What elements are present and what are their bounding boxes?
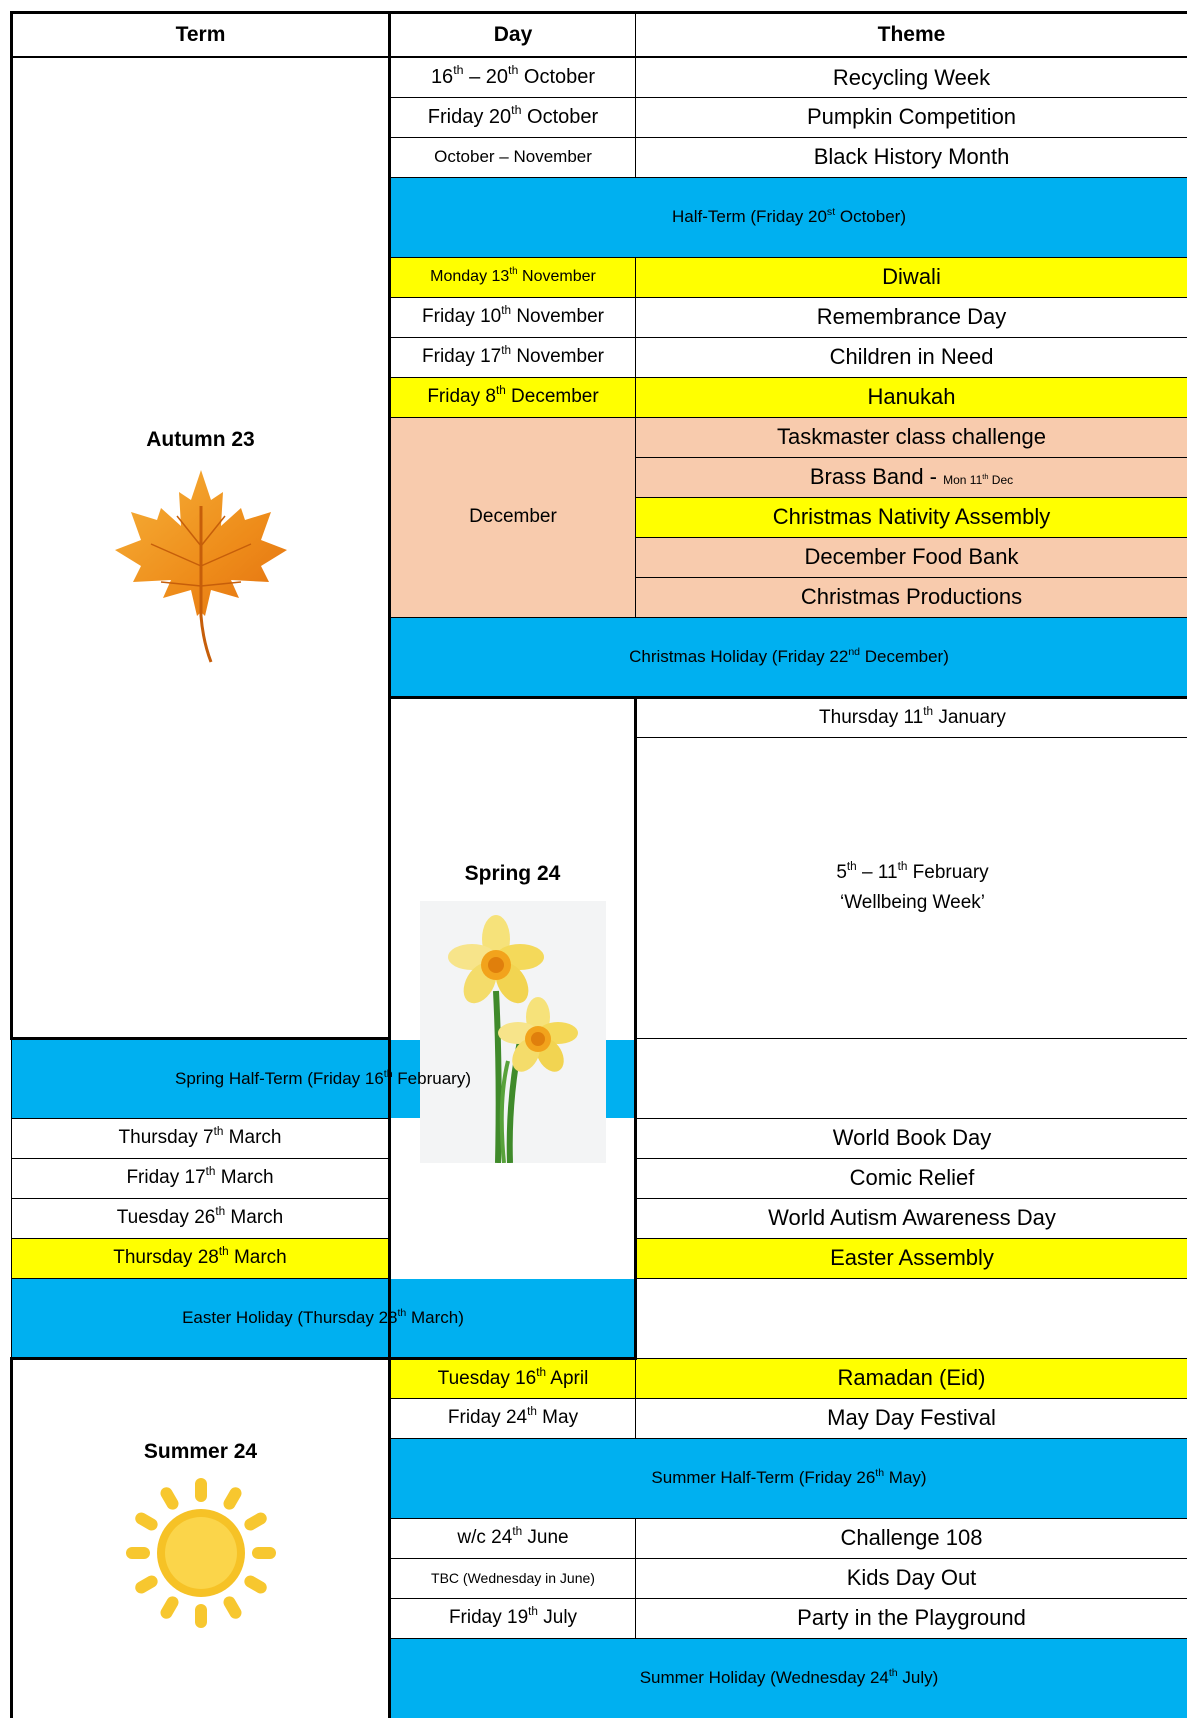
theme-cell: Children in Need [636, 337, 1187, 377]
theme-cell: December Food Bank [636, 537, 1187, 577]
theme-cell: Pumpkin Competition [636, 97, 1187, 137]
events-calendar-table [10, 11, 1187, 1718]
daffodil-icon [420, 901, 606, 1163]
theme-cell: Diwali [636, 257, 1187, 297]
header-theme: Theme [636, 13, 1187, 58]
day-cell: Thursday 7th March [12, 1118, 390, 1158]
day-cell: w/c 24th June [390, 1518, 636, 1558]
day-cell: Friday 20th October [390, 97, 636, 137]
header-term: Term [12, 13, 390, 58]
theme-cell: May Day Festival [636, 1398, 1187, 1438]
day-cell: October – November [390, 137, 636, 177]
theme-cell: Party in the Playground [636, 1598, 1187, 1638]
theme-cell: World Book Day [636, 1118, 1187, 1158]
day-cell: Friday 17th November [390, 337, 636, 377]
theme-cell: World Autism Awareness Day [636, 1198, 1187, 1238]
table-row [12, 57, 1187, 97]
day-cell: Thursday 28th March [12, 1238, 390, 1278]
summer-half-term-banner: Summer Half-Term (Friday 26th May) [390, 1438, 1187, 1518]
summer-holiday-banner: Summer Holiday (Wednesday 24th July) [390, 1638, 1187, 1718]
sun-icon [121, 1478, 281, 1628]
term-cell-spring [390, 697, 636, 1358]
theme-cell: Recycling Week [636, 57, 1187, 97]
spring-half-term-banner: Spring Half-Term (Friday 16th February) [12, 1038, 636, 1118]
theme-cell: Comic Relief [636, 1158, 1187, 1198]
day-cell: Friday 10th November [390, 297, 636, 337]
theme-cell: Challenge 108 [636, 1518, 1187, 1558]
day-cell: Friday 8th December [390, 377, 636, 417]
day-cell: Monday 13th November [390, 257, 636, 297]
theme-cell: Hanukah [636, 377, 1187, 417]
half-term-banner: Half-Term (Friday 20st October) [390, 177, 1187, 257]
term-cell-autumn [12, 57, 390, 1038]
day-cell: Friday 19th July [390, 1598, 636, 1638]
christmas-holiday-banner: Christmas Holiday (Friday 22nd December) [390, 617, 1187, 697]
theme-cell: Taskmaster class challenge [636, 417, 1187, 457]
easter-holiday-banner: Easter Holiday (Thursday 28th March) [12, 1278, 636, 1358]
day-cell: Friday 24th May [390, 1398, 636, 1438]
day-cell: TBC (Wednesday in June) [390, 1558, 636, 1598]
day-cell-wellbeing: 5th – 11th February ‘Wellbeing Week’ [636, 737, 1187, 1038]
theme-cell: Christmas Productions [636, 577, 1187, 617]
day-cell: Friday 17th March [12, 1158, 390, 1198]
table-row [12, 1358, 1187, 1398]
holiday-row [12, 1278, 1187, 1358]
theme-cell: Remembrance Day [636, 297, 1187, 337]
header-day: Day [390, 13, 636, 58]
day-cell: Thursday 11th January [636, 697, 1187, 737]
term-label-summer: Summer 24 [13, 1440, 388, 1464]
theme-cell: Easter Assembly [636, 1238, 1187, 1278]
day-cell: 16th – 20th October [390, 57, 636, 97]
theme-cell: Brass Band - Mon 11th Dec [636, 457, 1187, 497]
day-cell: Tuesday 26th March [12, 1198, 390, 1238]
day-cell: Tuesday 16th April [390, 1358, 636, 1398]
term-label-spring: Spring 24 [391, 862, 634, 886]
theme-cell: Kids Day Out [636, 1558, 1187, 1598]
theme-cell: Christmas Nativity Assembly [636, 497, 1187, 537]
theme-cell: Ramadan (Eid) [636, 1358, 1187, 1398]
term-label-autumn: Autumn 23 [13, 428, 388, 452]
header-row [12, 13, 1187, 58]
theme-cell: Black History Month [636, 137, 1187, 177]
day-cell-december: December [390, 417, 636, 617]
maple-leaf-icon [111, 466, 291, 666]
term-cell-summer [12, 1358, 390, 1718]
